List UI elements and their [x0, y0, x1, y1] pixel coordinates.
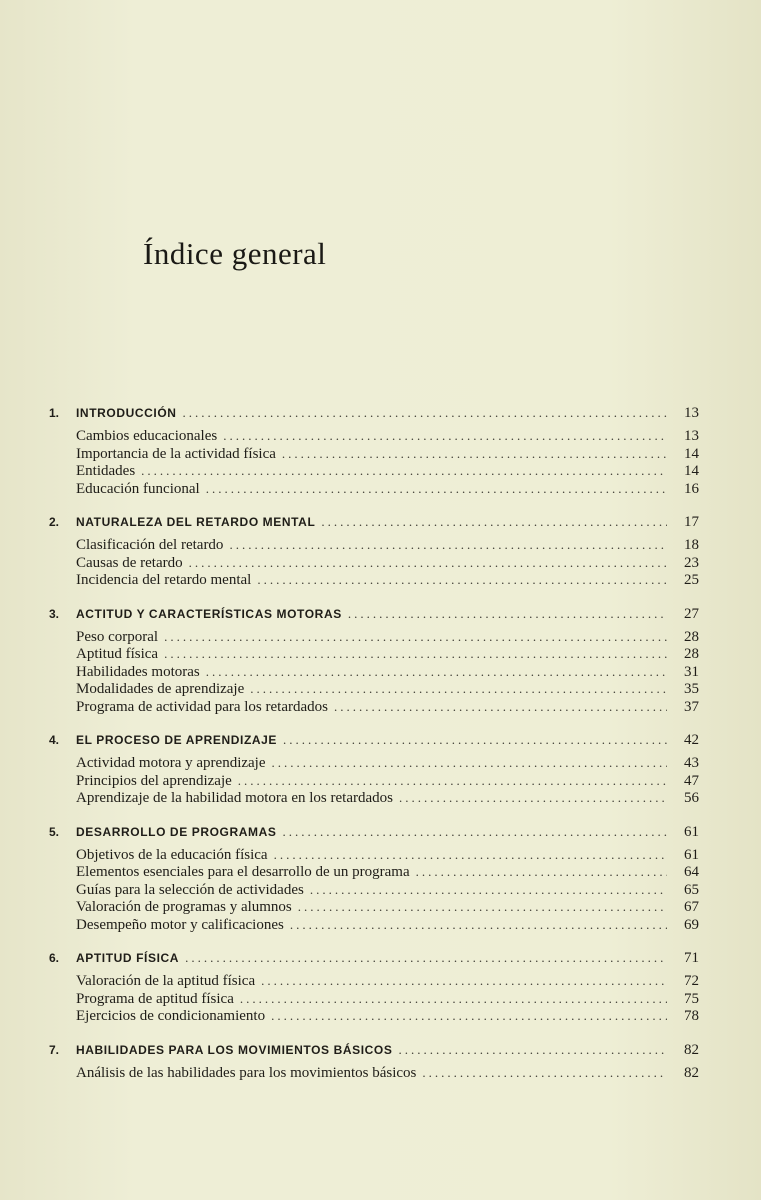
section-entry[interactable]: [49, 772, 699, 790]
dot-leader: [282, 821, 667, 843]
section-page-number: 82: [684, 1064, 699, 1081]
section-entry[interactable]: [49, 680, 699, 698]
dot-leader: [229, 536, 667, 554]
dot-leader: [257, 571, 667, 589]
chapter-page-number: 61: [684, 823, 699, 840]
dot-leader: [185, 947, 667, 969]
section-entry[interactable]: [49, 698, 699, 716]
chapter-title: INTRODUCCIÓN: [76, 406, 177, 420]
section-entry[interactable]: [49, 536, 699, 554]
dot-leader: [250, 680, 667, 698]
section-title: Modalidades de aprendizaje: [76, 681, 245, 697]
section-page-number: 56: [684, 790, 699, 806]
section-title: Guías para la selección de actividades: [76, 881, 304, 898]
section-page-number: 14: [684, 463, 699, 479]
section-entry[interactable]: [49, 645, 699, 663]
section-title: Entidades: [76, 463, 136, 479]
chapter-block: [49, 511, 699, 589]
chapter-entry[interactable]: [49, 821, 699, 843]
chapter-number: 7.: [49, 1042, 60, 1057]
dot-leader: [261, 972, 667, 990]
section-page-number: 69: [684, 916, 699, 933]
section-page-number: 35: [684, 681, 699, 697]
section-entry[interactable]: [49, 754, 699, 772]
dot-leader: [310, 881, 667, 899]
chapter-title: NATURALEZA DEL RETARDO MENTAL: [76, 515, 316, 529]
section-title: Actividad motora y aprendizaje: [76, 755, 266, 771]
chapter-title: DESARROLLO DE PROGRAMAS: [76, 824, 277, 839]
chapter-block: [49, 821, 699, 934]
dot-leader: [164, 628, 667, 646]
section-title: Objetivos de la educación física: [76, 846, 268, 863]
dot-leader: [398, 1039, 667, 1061]
dot-leader: [206, 480, 667, 498]
chapter-title: EL PROCESO DE APRENDIZAJE: [76, 733, 278, 747]
chapter-entry[interactable]: [49, 603, 699, 625]
section-title: Cambios educacionales: [76, 428, 218, 444]
section-page-number: 72: [684, 973, 699, 989]
dot-leader: [282, 445, 667, 463]
section-title: Ejercicios de condicionamiento: [76, 1008, 266, 1024]
dot-leader: [416, 863, 667, 881]
section-page-number: 61: [684, 846, 699, 863]
dot-leader: [240, 990, 667, 1008]
section-entry[interactable]: [49, 571, 699, 589]
dot-leader: [298, 898, 667, 916]
chapter-block: [49, 729, 699, 807]
section-entry[interactable]: [49, 462, 699, 480]
section-page-number: 18: [684, 537, 699, 553]
section-entry[interactable]: [49, 1007, 699, 1025]
section-title: Importancia de la actividad física: [76, 445, 276, 462]
section-entry[interactable]: [49, 846, 699, 864]
section-title: Desempeño motor y calificaciones: [76, 916, 284, 933]
dot-leader: [334, 698, 667, 716]
chapter-entry[interactable]: [49, 947, 699, 969]
chapter-entry[interactable]: [49, 402, 699, 424]
dot-leader: [223, 427, 667, 445]
dot-leader: [164, 645, 667, 663]
chapter-page-number: 42: [684, 732, 699, 748]
section-entry[interactable]: [49, 881, 699, 899]
section-entry[interactable]: [49, 628, 699, 646]
chapter-number: 4.: [49, 733, 60, 747]
section-title: Elementos esenciales para el desarrollo de un programa: [76, 864, 410, 880]
section-title: Clasificación del retardo: [76, 537, 224, 553]
section-entry[interactable]: [49, 863, 699, 881]
chapter-page-number: 27: [684, 605, 699, 622]
dot-leader: [422, 1064, 667, 1082]
section-entry[interactable]: [49, 1064, 699, 1082]
section-page-number: 14: [684, 445, 699, 462]
section-page-number: 67: [684, 899, 699, 915]
section-entry[interactable]: [49, 916, 699, 934]
section-page-number: 64: [684, 864, 699, 880]
page-title: Índice general: [143, 236, 327, 271]
chapter-title: APTITUD FÍSICA: [76, 951, 180, 965]
section-title: Incidencia del retardo mental: [76, 572, 252, 588]
chapter-block: [49, 603, 699, 716]
section-title: Valoración de programas y alumnos: [76, 899, 292, 915]
section-entry[interactable]: [49, 898, 699, 916]
chapter-title: ACTITUD Y CARACTERÍSTICAS MOTORAS: [76, 606, 342, 621]
section-page-number: 13: [684, 428, 699, 444]
chapter-number: 6.: [49, 951, 60, 965]
dot-leader: [189, 554, 667, 572]
section-page-number: 75: [684, 990, 699, 1007]
section-page-number: 47: [684, 772, 699, 789]
section-page-number: 28: [684, 646, 699, 662]
section-entry[interactable]: [49, 990, 699, 1008]
chapter-number: 2.: [49, 515, 60, 529]
section-page-number: 25: [684, 572, 699, 588]
section-title: Habilidades motoras: [76, 663, 200, 680]
chapter-block: [49, 1039, 699, 1082]
section-title: Principios del aprendizaje: [76, 772, 232, 789]
section-entry[interactable]: [49, 445, 699, 463]
section-title: Causas de retardo: [76, 554, 183, 571]
section-title: Educación funcional: [76, 480, 200, 497]
dot-leader: [183, 402, 667, 424]
dot-leader: [272, 754, 667, 772]
chapter-number: 3.: [49, 606, 60, 621]
chapter-page-number: 71: [684, 950, 699, 966]
section-title: Programa de actividad para los retardados: [76, 698, 328, 715]
section-page-number: 78: [684, 1008, 699, 1024]
chapter-title: HABILIDADES PARA LOS MOVIMIENTOS BÁSICOS: [76, 1042, 393, 1057]
section-title: Programa de aptitud física: [76, 990, 234, 1007]
section-entry[interactable]: [49, 972, 699, 990]
dot-leader: [271, 1007, 667, 1025]
section-page-number: 31: [684, 663, 699, 680]
chapter-entry[interactable]: [49, 511, 699, 533]
dot-leader: [348, 603, 667, 625]
section-page-number: 28: [684, 628, 699, 645]
section-title: Valoración de la aptitud física: [76, 973, 256, 989]
section-page-number: 37: [684, 698, 699, 715]
dot-leader: [321, 511, 667, 533]
dot-leader: [283, 729, 667, 751]
section-title: Análisis de las habilidades para los movimientos básicos: [76, 1064, 417, 1081]
table-of-contents: [49, 402, 699, 1095]
section-title: Peso corporal: [76, 628, 159, 645]
dot-leader: [399, 789, 667, 807]
chapter-entry[interactable]: [49, 729, 699, 751]
section-page-number: 16: [684, 480, 699, 497]
dot-leader: [141, 462, 667, 480]
chapter-number: 5.: [49, 824, 60, 839]
section-entry[interactable]: [49, 663, 699, 681]
chapter-entry[interactable]: [49, 1039, 699, 1061]
section-title: Aptitud física: [76, 646, 159, 662]
section-entry[interactable]: [49, 480, 699, 498]
section-entry[interactable]: [49, 427, 699, 445]
chapter-number: 1.: [49, 406, 60, 420]
dot-leader: [238, 772, 667, 790]
section-entry[interactable]: [49, 554, 699, 572]
dot-leader: [274, 846, 667, 864]
dot-leader: [290, 916, 667, 934]
section-page-number: 43: [684, 755, 699, 771]
section-page-number: 23: [684, 554, 699, 571]
chapter-page-number: 17: [684, 514, 699, 530]
chapter-block: [49, 947, 699, 1025]
chapter-page-number: 82: [684, 1041, 699, 1058]
section-title: Aprendizaje de la habilidad motora en los retardados: [76, 790, 393, 806]
chapter-page-number: 13: [684, 405, 699, 421]
dot-leader: [206, 663, 667, 681]
chapter-block: [49, 402, 699, 497]
section-entry[interactable]: [49, 789, 699, 807]
section-page-number: 65: [684, 881, 699, 898]
